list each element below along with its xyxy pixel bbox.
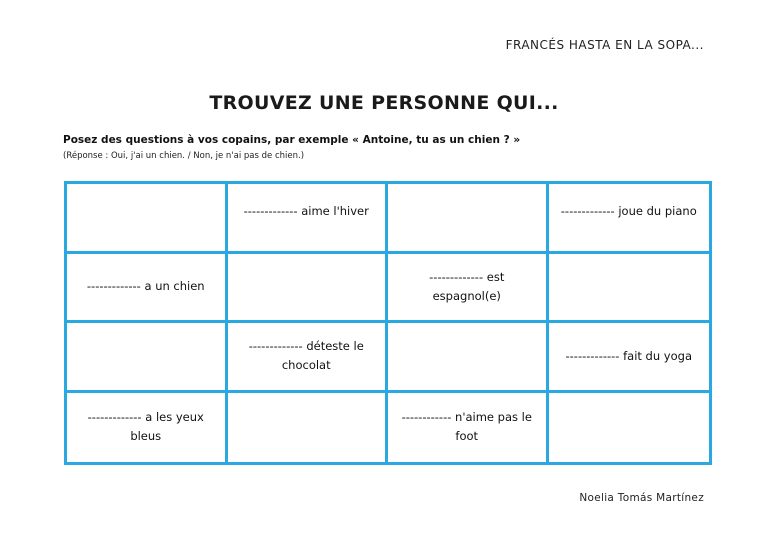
grid-cell: [549, 254, 710, 324]
grid-cell: [67, 184, 228, 254]
grid-cell: ------------ n'aime pas le foot: [388, 393, 549, 463]
grid-cell: [228, 254, 389, 324]
example-answer: (Réponse : Oui, j'ai un chien. / Non, je n'ai pas de chien.): [63, 151, 305, 161]
grid-cell: [388, 323, 549, 393]
page-title: TROUVEZ UNE PERSONNE QUI...: [209, 92, 559, 114]
author-signature: Noelia Tomás Martínez: [579, 492, 704, 504]
grid-cell: ------------- déteste le chocolat: [228, 323, 389, 393]
grid-cell: [388, 184, 549, 254]
grid-cell: [228, 393, 389, 463]
grid-cell: ------------- a les yeux bleus: [67, 393, 228, 463]
grid-cell: ------------- aime l'hiver: [228, 184, 389, 254]
instruction-text: Posez des questions à vos copains, par exemple « Antoine, tu as un chien ? »: [63, 134, 521, 146]
header-brand: FRANCÉS HASTA EN LA SOPA...: [505, 38, 704, 52]
grid-cell: ------------- joue du piano: [549, 184, 710, 254]
grid-cell: ------------- fait du yoga: [549, 323, 710, 393]
grid-cell: ------------- a un chien: [67, 254, 228, 324]
bingo-grid: [64, 181, 712, 465]
grid-cell: [67, 323, 228, 393]
grid-cell: [549, 393, 710, 463]
grid-cell: ------------- est espagnol(e): [388, 254, 549, 324]
